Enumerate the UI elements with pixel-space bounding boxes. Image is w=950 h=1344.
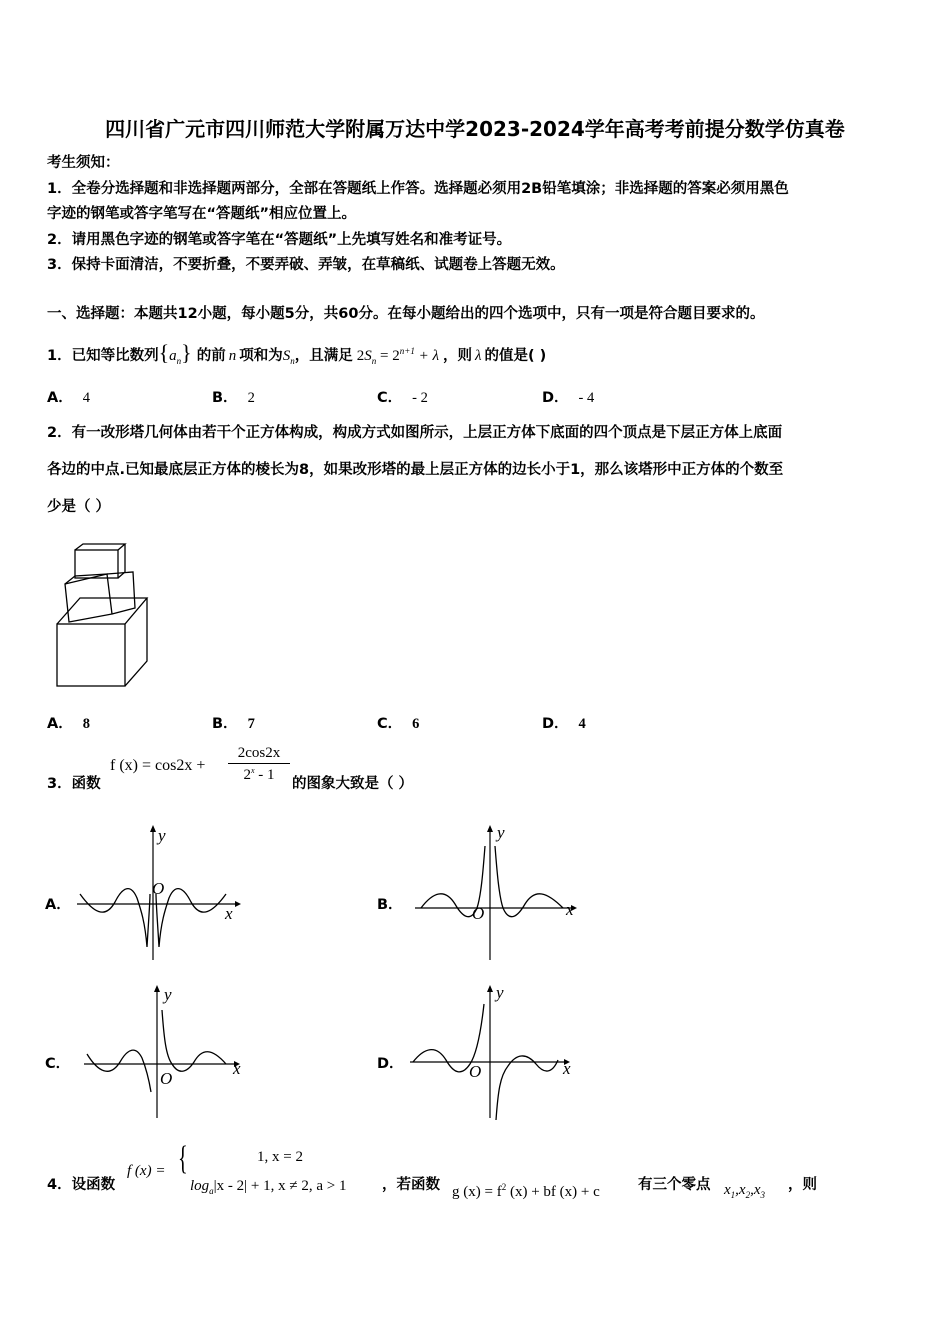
graph-b-origin: O xyxy=(472,904,485,923)
q1-option-d[interactable]: D． - 4 xyxy=(542,390,595,406)
q4-case-1: 1, x = 2 xyxy=(257,1149,303,1165)
q3-function-left: f (x) = cos2x + xyxy=(110,757,206,774)
q4-text-1: 4．设函数 xyxy=(47,1177,116,1193)
graph-a-y-label: y xyxy=(158,826,166,845)
q1-text-6: 的值是( ) xyxy=(484,348,547,364)
graph-d-label[interactable]: D． xyxy=(377,1056,404,1072)
page-title: 四川省广元市四川师范大学附属万达中学2023-2024学年高考考前提分数学仿真卷 xyxy=(105,117,845,141)
q1-equation: $2S_n = 2^{n+1} + \lambda$ xyxy=(356,346,439,366)
q2-line-2: 各边的中点.已知最底层正方体的棱长为8，如果改形塔的最上层正方体的边长小于1，那么该塔形中正方体的个数至 xyxy=(47,462,784,478)
graph-b-label[interactable]: B． xyxy=(377,897,403,913)
q4-function-g: g $(x) = f^2$ (x) + bf (x) + c xyxy=(452,1182,600,1200)
q2-option-c[interactable]: C． 6 xyxy=(377,716,420,732)
q1-text-1: 1．已知等比数列 xyxy=(47,348,159,364)
q3-text-1: 3．函数 xyxy=(47,776,101,792)
section-heading: 一、选择题：本题共12小题，每小题5分，共60分。在每小题给出的四个选项中，只有一项是符合题目要求的。 xyxy=(47,306,765,322)
q1-text-3: 项和为 xyxy=(239,348,283,364)
notice-line-1a: 1．全卷分选择题和非选择题两部分，全部在答题纸上作答。选择题必须用2B铅笔填涂；非选择题的答案必须用黑色 xyxy=(47,181,789,197)
q2-option-a[interactable]: A． 8 xyxy=(47,716,90,732)
q2-option-b[interactable]: B． 7 xyxy=(212,716,255,732)
q3-text-2: 的图象大致是（ ） xyxy=(292,776,414,792)
q4-case-2: $\log_a|x - 2| + 1$, x ≠ 2, a > 1 xyxy=(190,1178,347,1196)
notice-heading: 考生须知： xyxy=(47,155,120,171)
graph-c-origin: O xyxy=(160,1069,173,1088)
graph-d-y-label: y xyxy=(496,983,504,1002)
q1-text-4: ，且满足 xyxy=(294,348,353,364)
graph-c-y-label: y xyxy=(164,985,172,1004)
q4-text-4: ，则 xyxy=(788,1177,817,1193)
notice-line-1b: 字迹的钢笔或答字笔写在“答题纸”相应位置上。 xyxy=(47,206,357,222)
graph-b[interactable] xyxy=(413,822,588,962)
graph-c-x-label: x xyxy=(233,1059,241,1078)
q4-brace: { xyxy=(178,1140,188,1177)
notice-line-3: 3．保持卡面清洁，不要折叠，不要弄破、弄皱，在草稿纸、试题卷上答题无效。 xyxy=(47,257,565,273)
q1-lambda: λ xyxy=(474,348,482,364)
question-1 xyxy=(47,340,546,366)
q1-option-c[interactable]: C． - 2 xyxy=(377,390,428,406)
q1-sn: $S_n$ xyxy=(282,348,295,366)
graph-d-origin: O xyxy=(469,1062,482,1081)
q2-line-1: 2．有一改形塔几何体由若干个正方体构成，构成方式如图所示，上层正方体下底面的四个顶点是下层正方体上底面 xyxy=(47,425,783,441)
q4-zeros: $x_1,x_2,x_3$ xyxy=(724,1182,766,1200)
notice-line-2: 2．请用黑色字迹的钢笔或答字笔在“答题纸”上先填写姓名和准考证号。 xyxy=(47,232,512,248)
graph-a-label[interactable]: A． xyxy=(45,897,71,913)
graph-a[interactable] xyxy=(75,822,250,962)
graph-c[interactable] xyxy=(82,982,257,1122)
cube-tower-figure xyxy=(45,538,155,690)
q4-function-f: f (x) = xyxy=(127,1163,166,1179)
q4-text-2: ，若函数 xyxy=(382,1177,440,1193)
graph-c-label[interactable]: C． xyxy=(45,1056,71,1072)
q4-text-3: 有三个零点 xyxy=(638,1177,711,1193)
graph-d-x-label: x xyxy=(563,1059,571,1078)
q2-line-3: 少是（ ） xyxy=(47,499,111,515)
q2-option-d[interactable]: D． 4 xyxy=(542,716,586,732)
q1-text-2: 的前 xyxy=(196,348,226,364)
q1-seq: $\{a_n\}$ xyxy=(158,340,192,366)
graph-a-x-label: x xyxy=(225,904,233,923)
q1-option-a[interactable]: A． 4 xyxy=(47,390,90,406)
q1-text-5: ，则 xyxy=(442,348,472,364)
graph-b-y-label: y xyxy=(497,823,505,842)
graph-b-x-label: x xyxy=(566,900,574,919)
q1-n: n xyxy=(228,348,237,364)
q3-fraction: 2cos2x 2$^x$ - 1 xyxy=(228,745,290,784)
graph-d[interactable] xyxy=(408,982,583,1122)
graph-a-origin: O xyxy=(152,879,165,898)
q1-option-b[interactable]: B． 2 xyxy=(212,390,255,406)
